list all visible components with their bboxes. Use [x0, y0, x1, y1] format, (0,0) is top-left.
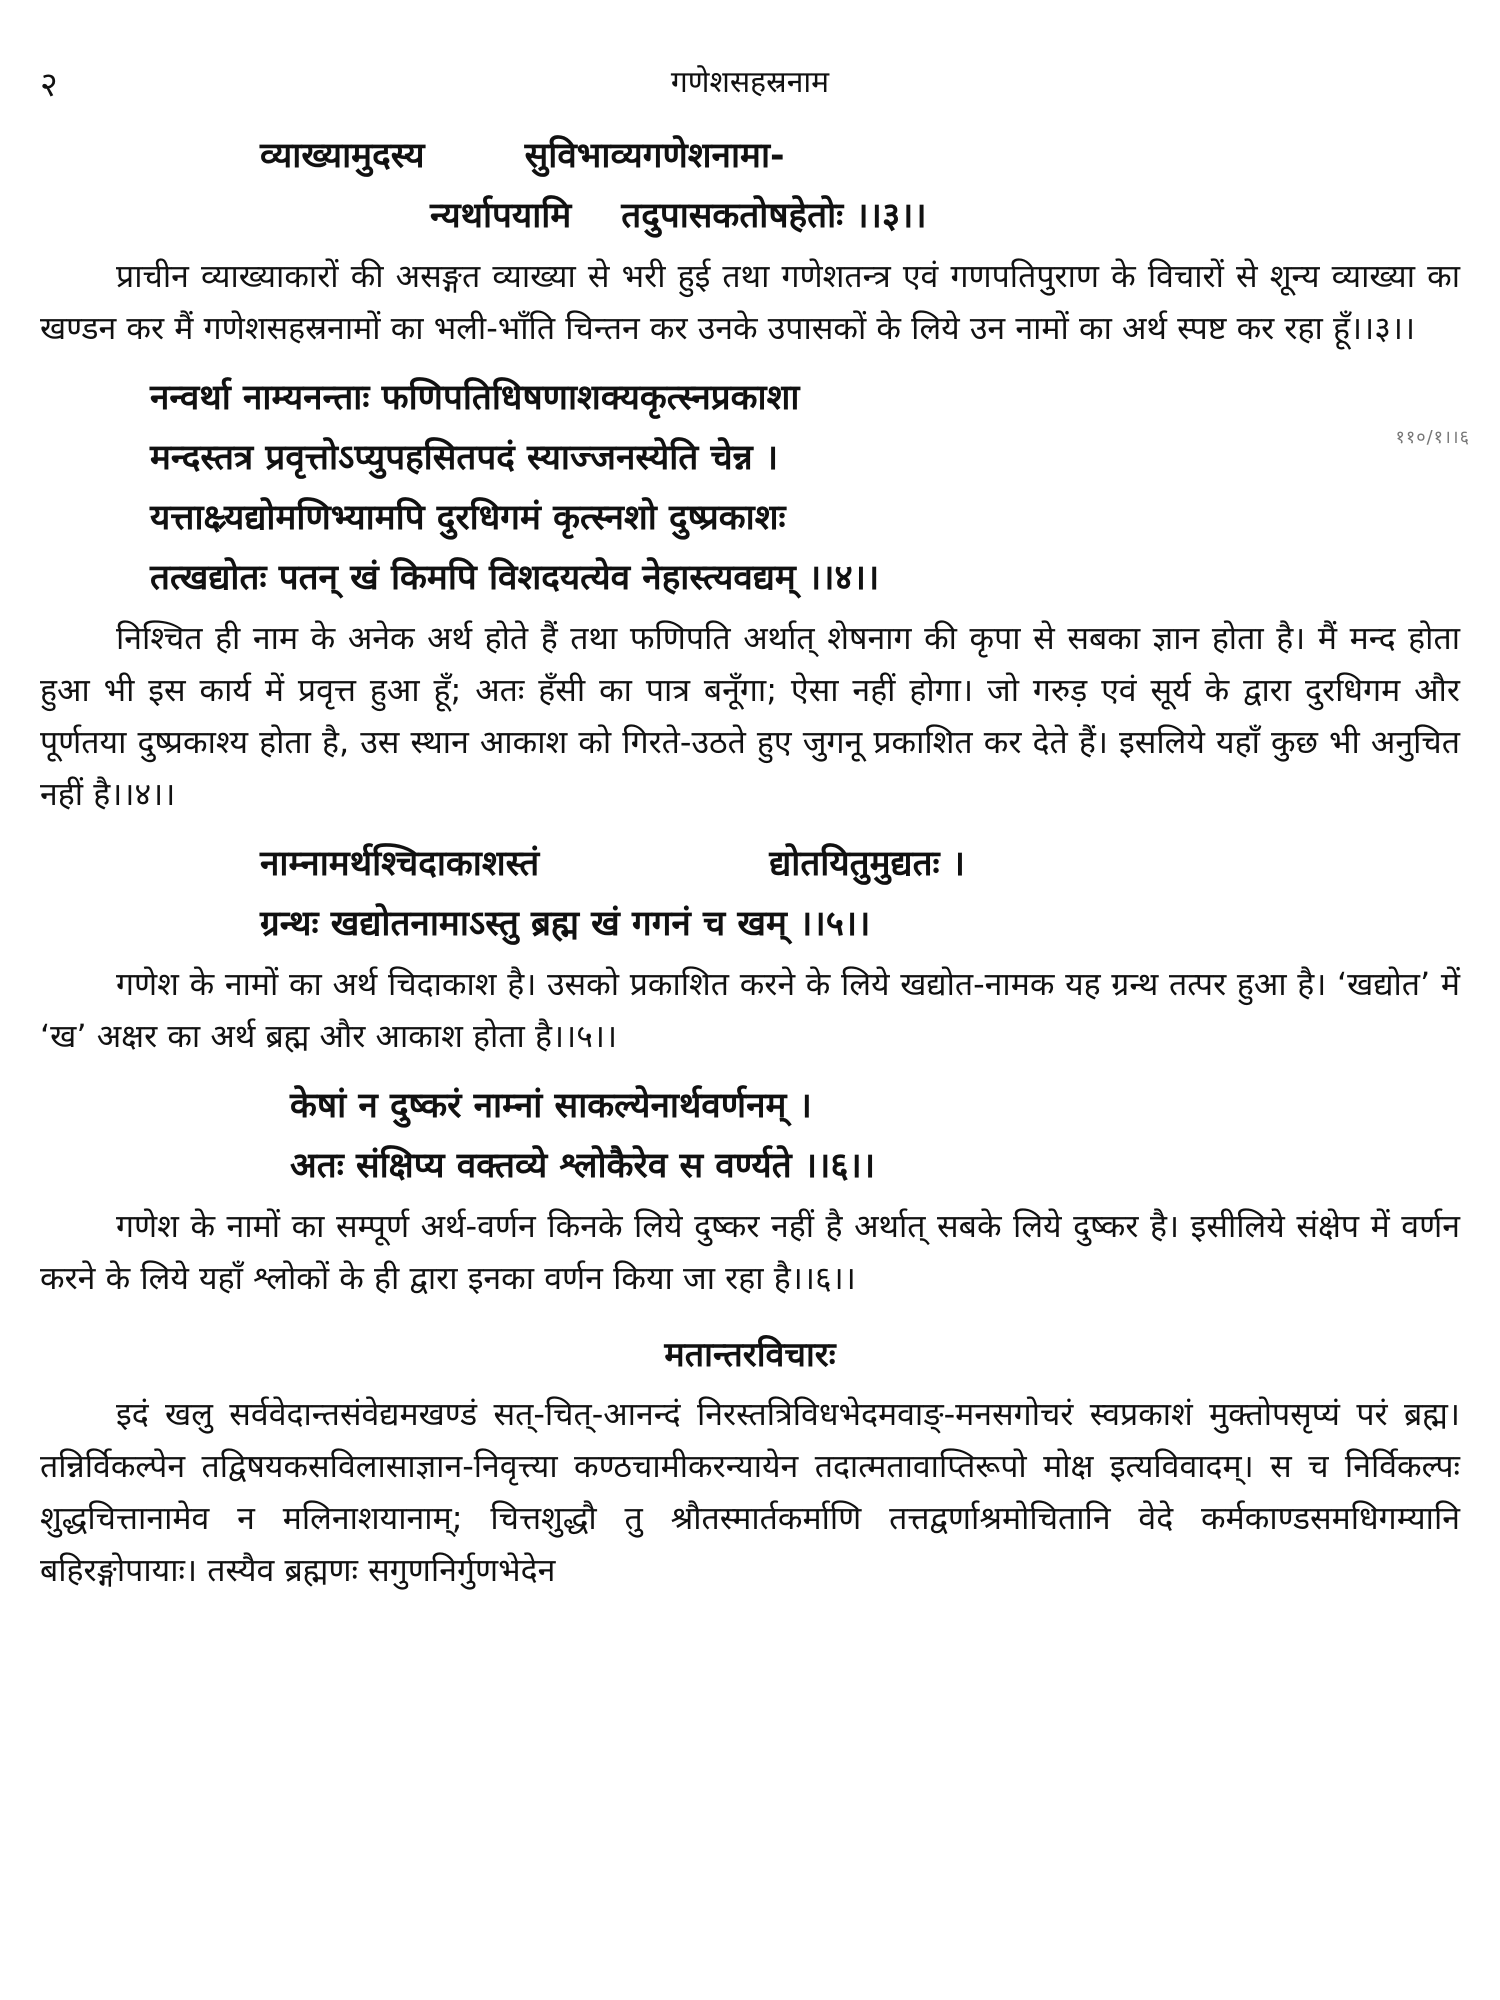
verse-line: केषां न दुष्करं नाम्नां साकल्येनार्थवर्णनम् । [290, 1086, 812, 1126]
verse-line: ग्रन्थः खद्योतनामाऽस्तु ब्रह्म खं गगनं च खम् ।।५।। [260, 904, 871, 944]
verse-line: नन्वर्था नाम्यनन्ताः फणिपतिधिषणाशक्यकृत्स्नप्रकाशा [150, 378, 800, 418]
page-number: २ [40, 65, 58, 105]
verse-3 [40, 126, 1460, 246]
verse-line: नाम्नामर्थश्चिदाकाशस्तं द्योतयितुमुद्यतः । [260, 844, 966, 884]
commentary-4: निश्चित ही नाम के अनेक अर्थ होते हैं तथा फणिपति अर्थात् शेषनाग की कृपा से सबका ज्ञान होता है। मैं मन्द होता हुआ भी इस कार्य में प्रवृत्त हुआ हूँ; अतः हँसी का पात्र बनूँगा; ऐसा नहीं होगा। जो गरुड़ एवं सूर्य के द्वारा दुरधिगम और पूर्णतया दुष्प्रकाश्य होता है, उस स्थान आकाश को गिरते-उठते हुए जुगनू प्रकाशित कर देते हैं। इसलिये यहाँ कुछ भी अनुचित नहीं है।।४।। [40, 619, 1460, 813]
commentary-3: प्राचीन व्याख्याकारों की असङ्गत व्याख्या से भरी हुई तथा गणेशतन्त्र एवं गणपतिपुराण के विचारों से शून्य व्याख्या का खण्डन कर मैं गणेशसहस्रनामों का भली-भाँति चिन्तन कर उनके उपासकों के लिये उन नामों का अर्थ स्पष्ट कर रहा हूँ।।३।। [40, 257, 1460, 347]
verse-5 [40, 834, 1460, 954]
verse-line: तत्खद्योतः पतन् खं किमपि विशदयत्येव नेहास्त्यवद्यम् ।।४।। [150, 558, 880, 598]
commentary-5: गणेश के नामों का अर्थ चिदाकाश है। उसको प्रकाशित करने के लिये खद्योत-नामक यह ग्रन्थ तत्पर हुआ है। ‘खद्योत’ में ‘ख’ अक्षर का अर्थ ब्रह्म और आकाश होता है।।५।। [40, 965, 1460, 1055]
verse-6 [40, 1076, 1460, 1196]
verse-line: न्यर्थापयामि तदुपासकतोषहेतोः ।।३।। [430, 196, 927, 236]
page-header [40, 60, 1460, 108]
verse-line: मन्दस्तत्र प्रवृत्तोऽप्युपहसितपदं स्याज्जनस्येति चेन्न । [150, 438, 779, 478]
commentary-6: गणेश के नामों का सम्पूर्ण अर्थ-वर्णन किनके लिये दुष्कर नहीं है अर्थात् सबके लिये दुष्कर है। इसीलिये संक्षेप में वर्णन करने के लिये यहाँ श्लोकों के ही द्वारा इनका वर्णन किया जा रहा है।।६।। [40, 1207, 1460, 1297]
section-heading: मतान्तरविचारः [664, 1335, 836, 1375]
verse-line: अतः संक्षिप्य वक्तव्ये श्लोकैरेव स वर्ण्यते ।।६।। [290, 1146, 876, 1186]
verse-4 [40, 368, 1460, 608]
margin-stamp: ११०/१।।६ [1395, 427, 1470, 448]
verse-line: व्याख्यामुदस्य सुविभाव्यगणेशनामा- [260, 136, 785, 176]
section-body: इदं खलु सर्ववेदान्तसंवेद्यमखण्डं सत्-चित्-आनन्दं निरस्तत्रिविधभेदमवाङ्-मनसगोचरं स्वप्रकाशं मुक्तोपसृप्यं परं ब्रह्म। तन्निर्विकल्पेन तद्विषयकसविलासाज्ञान-निवृत्त्या कण्ठचामीकरन्यायेन तदात्मतावाप्तिरूपो मोक्ष इत्यविवादम्। स च निर्विकल्पः शुद्धचित्तानामेव न मलिनाशयानाम्; चित्तशुद्धौ तु श्रौतस्मार्तकर्माणि तत्तद्वर्णाश्रमोचितानि वेदे कर्मकाण्डसमधिगम्यानि बहिरङ्गोपायाः। तस्यैव ब्रह्मणः सगुणनिर्गुणभेदेन [40, 1395, 1460, 1589]
running-title: गणेशसहस्रनाम [670, 65, 830, 100]
verse-line: यत्ताक्ष्र्यद्योमणिभ्यामपि दुरधिगमं कृत्स्नशो दुष्प्रकाशः [150, 498, 786, 538]
